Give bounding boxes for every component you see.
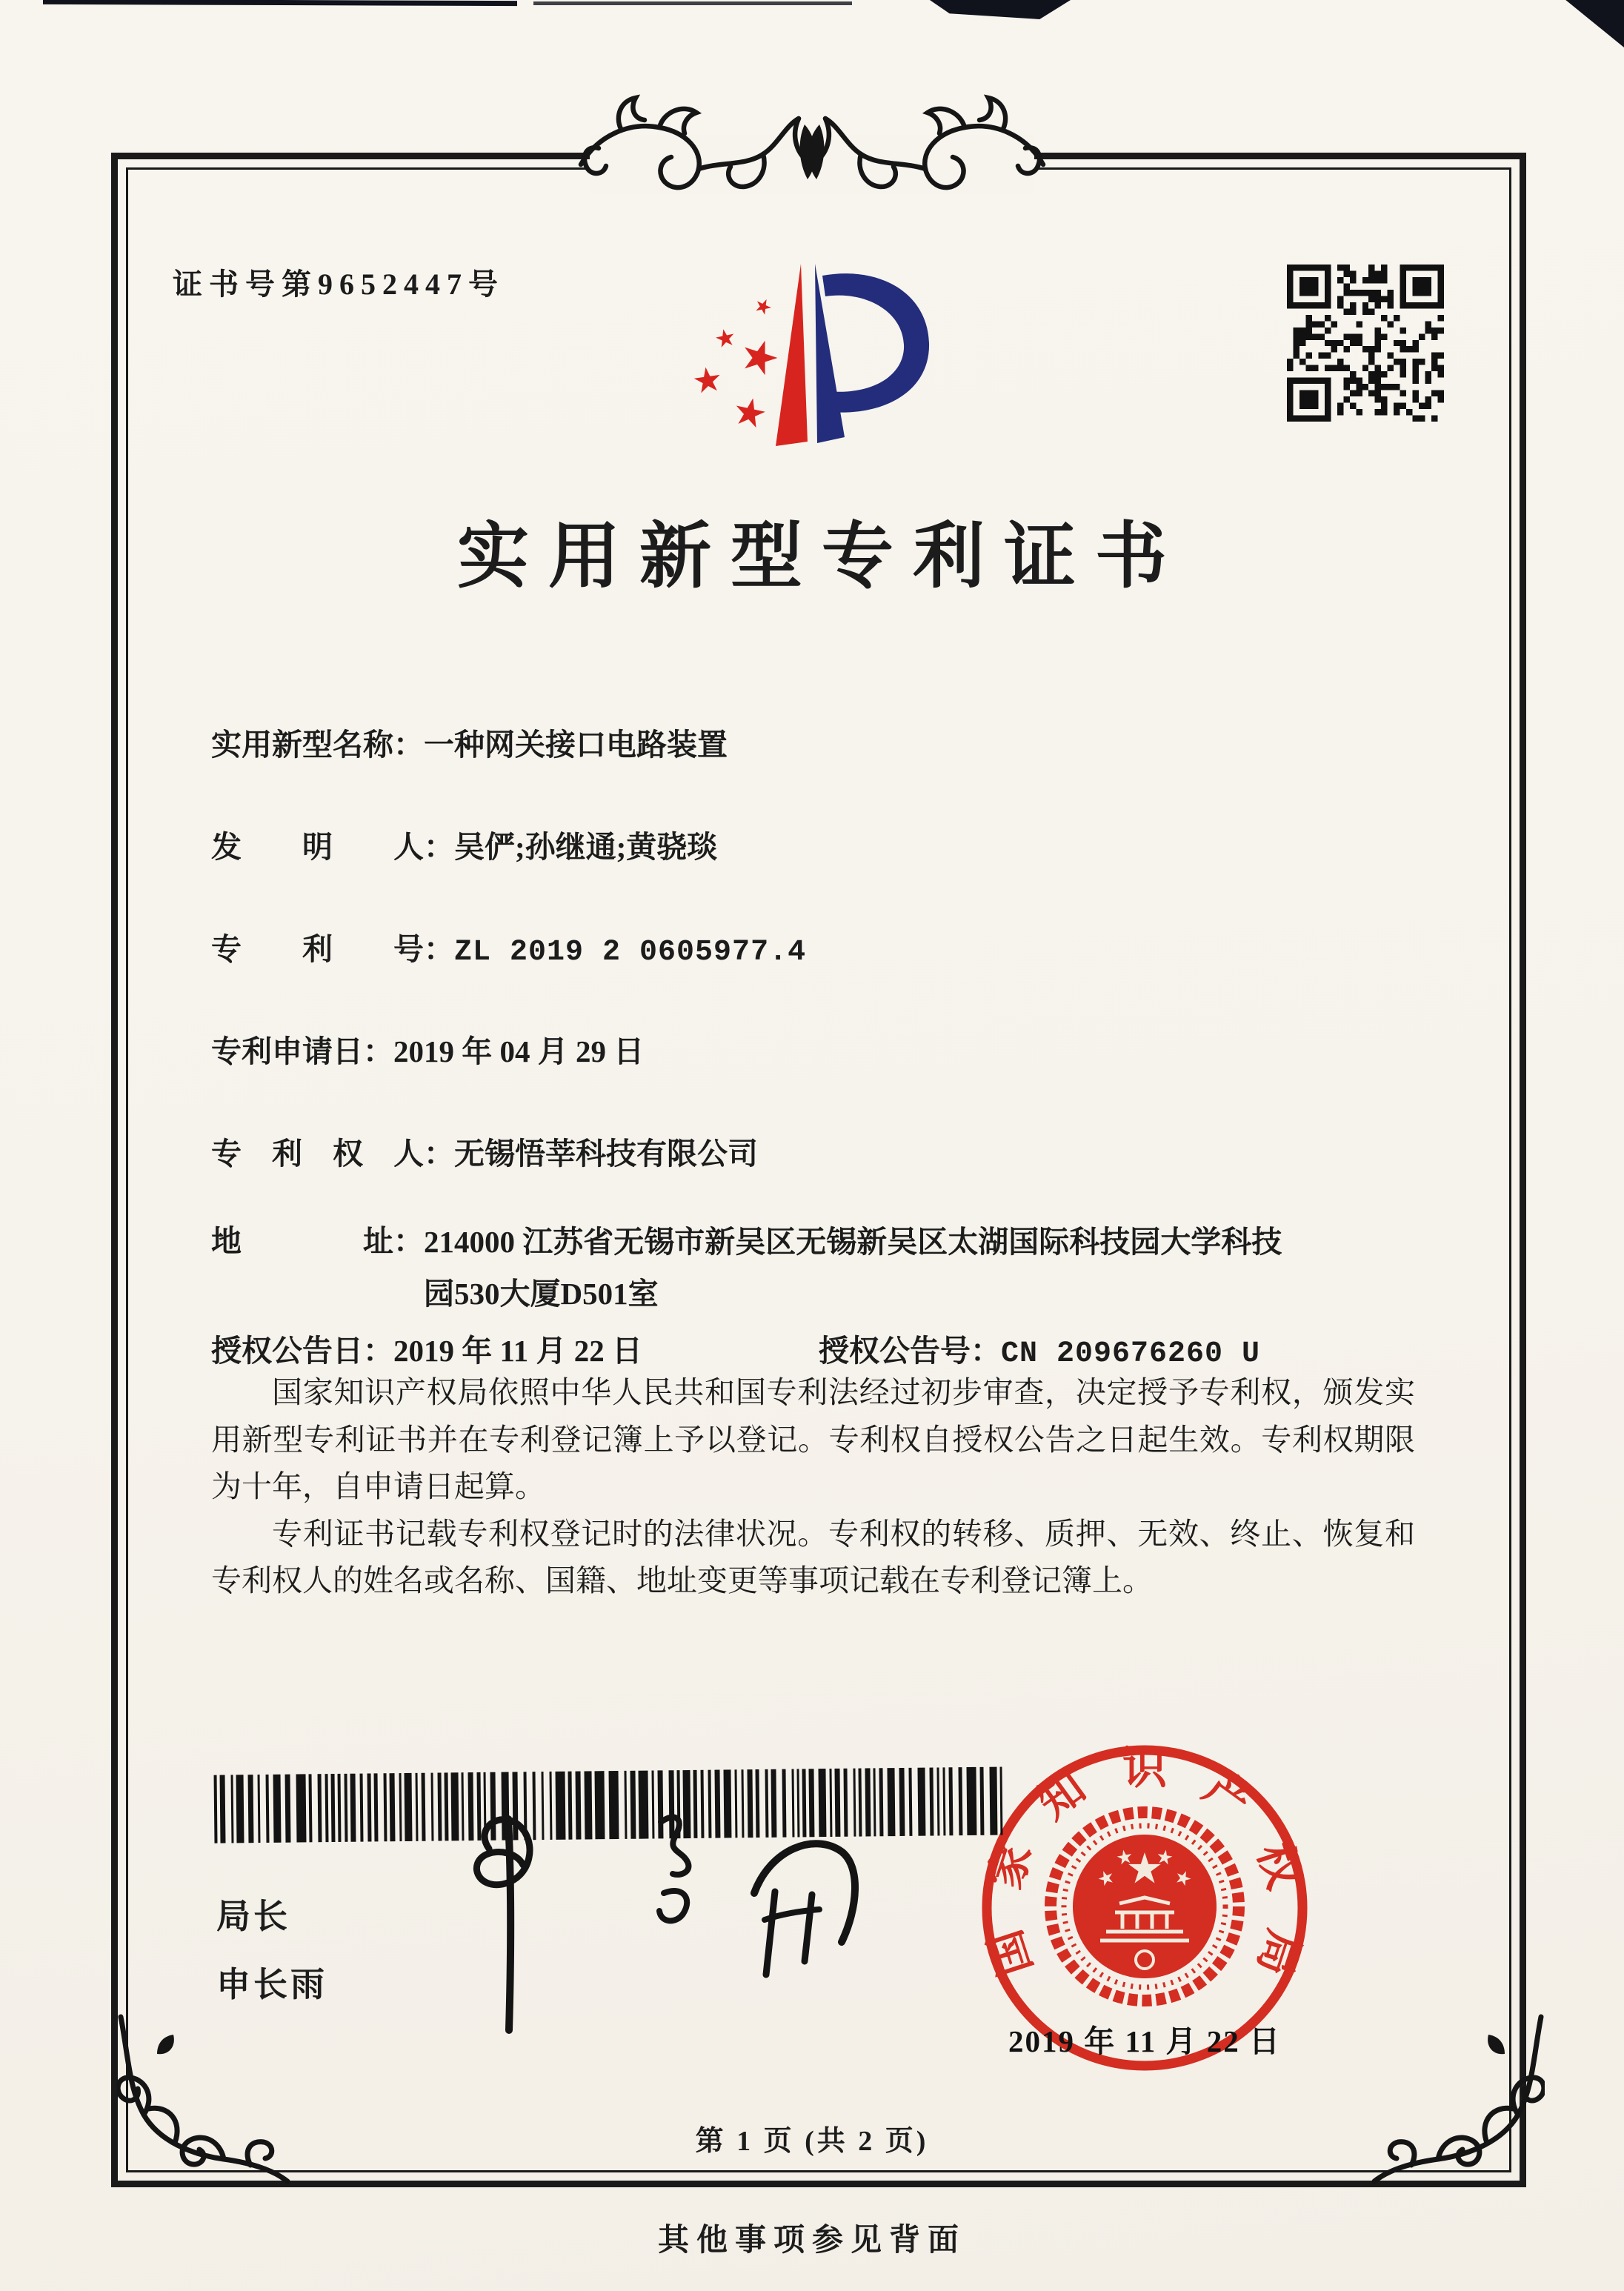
director-name: 申长雨 (216, 1966, 327, 2004)
legal-paragraph-2: 专利证书记载专利权登记时的法律状况。专利权的转移、质押、无效、终止、恢复和专利权人的姓名或名称、国籍、地址变更等事项记载在专利登记簿上。 (211, 1516, 1415, 1598)
field-patent-number (211, 925, 806, 969)
corner-flourish-bottom-left (117, 2009, 295, 2187)
legal-text (211, 1369, 1415, 1605)
field-value: 吴俨;孙继通;黄骁琰 (454, 830, 718, 864)
corner-flourish-bottom-right (1367, 2009, 1545, 2187)
certificate-number: 证书号第9652447号 (173, 267, 505, 301)
field-grant-number (819, 1326, 1260, 1371)
svg-text:家: 家 (980, 1837, 1041, 1895)
field-label: 地 址： (211, 1224, 424, 1258)
national-emblem (1051, 1812, 1239, 2001)
field-grant-date (211, 1326, 642, 1370)
svg-text:产: 产 (1194, 1762, 1260, 1829)
field-label: 专 利 权 人： (211, 1137, 454, 1171)
logo-red-wedge (776, 264, 808, 446)
legal-paragraph-1: 国家知识产权局依照中华人民共和国专利法经过初步审查，决定授予专利权，颁发实用新型专利证书并在专利登记簿上予以登记。专利权自授权公告之日起生效。专利权期限为十年，自申请日起算。 (211, 1375, 1415, 1504)
scan-edge-artifact (533, 1, 852, 5)
cnipa-logo (667, 222, 1037, 482)
seal-date: 2019 年 11 月 22 日 (1008, 2024, 1281, 2058)
svg-text:局: 局 (1248, 1923, 1309, 1982)
svg-text:权: 权 (1248, 1837, 1309, 1895)
field-value: 2019 年 04 月 29 日 (393, 1034, 645, 1068)
scan-edge-artifact (930, 0, 1071, 19)
field-label: 实用新型名称： (211, 728, 424, 762)
field-label: 专 利 号： (211, 932, 454, 966)
field-label: 授权公告号： (819, 1334, 1001, 1368)
logo-blue-bowl (822, 273, 929, 413)
director-title-label: 局长 (216, 1898, 290, 1935)
qr-code (1287, 265, 1444, 422)
page-number: 第 1 页 (共 2 页) (695, 2126, 929, 2157)
back-side-note: 其他事项参见背面 (657, 2224, 966, 2258)
dragon-scroll-ornament (575, 83, 1049, 231)
director-signature (400, 1797, 882, 2049)
field-value: 无锡悟莘科技有限公司 (454, 1137, 758, 1171)
field-value: ZL 2019 2 0605977.4 (454, 936, 807, 969)
scan-edge-artifact (1553, 0, 1624, 47)
field-inventors (211, 822, 717, 866)
field-label: 专利申请日： (211, 1034, 393, 1068)
field-application-date (211, 1027, 644, 1071)
field-value: CN 209676260 U (1001, 1337, 1261, 1371)
svg-text:知: 知 (1029, 1762, 1095, 1829)
field-label: 发 明 人： (211, 830, 454, 864)
svg-text:国: 国 (980, 1923, 1041, 1982)
certificate-title: 实用新型专利证书 (457, 517, 1186, 596)
field-address (211, 1217, 1426, 1320)
scan-edge-artifact (43, 0, 517, 6)
field-utility-model-name (211, 720, 728, 764)
svg-text:识: 识 (1122, 1744, 1167, 1793)
field-patentee (211, 1129, 758, 1173)
field-value: 2019 年 11 月 22 日 (393, 1334, 642, 1368)
field-value: 214000 江苏省无锡市新吴区无锡新吴区太湖国际科技园大学科技园530大厦D501室 (424, 1225, 1282, 1311)
field-label: 授权公告日： (211, 1334, 393, 1368)
logo-stars (693, 296, 782, 429)
field-value: 一种网关接口电路装置 (424, 728, 728, 762)
